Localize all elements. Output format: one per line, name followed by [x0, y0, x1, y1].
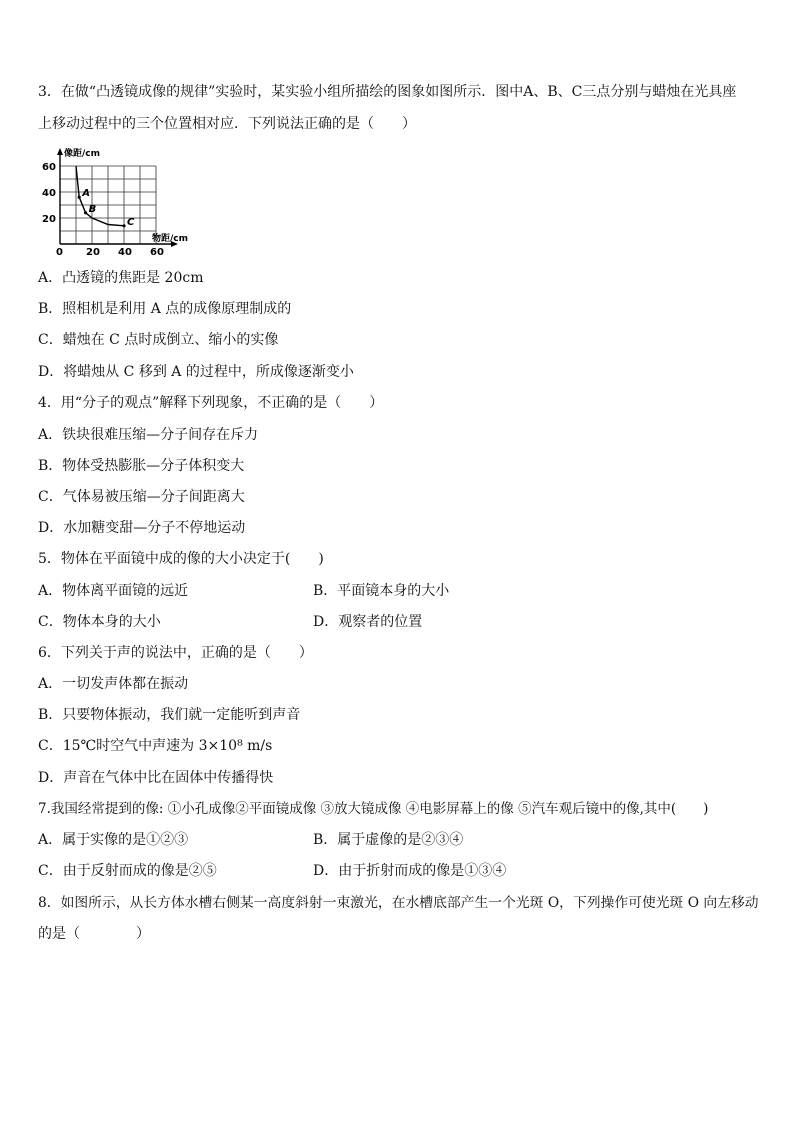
point-label-a: A: [82, 188, 90, 200]
q7-stem: 7.我国经常提到的像: ①小孔成像②平面镜成像 ③放大镜成像 ④电影屏幕上的像 ⑤汽车观后镜中的像,其中( ): [38, 801, 709, 817]
q8-stem-line2: 的是（ ）: [38, 926, 150, 942]
q4-option-b: B．物体受热膨胀—分子体积变大: [38, 458, 245, 474]
chart-labels: [42, 147, 188, 256]
q6-option-b: B．只要物体振动，我们就一定能听到声音: [38, 707, 301, 723]
q7-option-a: A．属于实像的是①②③: [38, 832, 189, 848]
point-b: [84, 211, 87, 214]
q7-option-b: B．属于虚像的是②③④: [313, 832, 464, 848]
y-axis-label: 像距/cm: [64, 149, 101, 159]
q4-option-c: C．气体易被压缩—分子间距离大: [38, 489, 245, 505]
q3-stem-line1: 3．在做“凸透镜成像的规律”实验时，某实验小组所描绘的图象如图所示．图中A、B、C三点分别与蜡烛在光具座: [38, 84, 737, 100]
x-tick-label: 20: [86, 247, 100, 256]
q4-option-d: D．水加糖变甜—分子不停地运动: [38, 520, 246, 536]
q4-stem: 4．用“分子的观点”解释下列现象，不正确的是（ ）: [38, 395, 384, 411]
y-axis-arrow: [57, 148, 63, 155]
q5-option-d: D．观察者的位置: [313, 614, 423, 630]
q6-option-c: C．15℃时空气中声速为 3×10⁸ m/s: [38, 738, 273, 754]
q6-option-d: D．声音在气体中比在固体中传播得快: [38, 770, 274, 786]
q5-option-a: A．物体离平面镜的远近: [38, 583, 189, 599]
chart-grid: [60, 166, 156, 244]
q8-stem-line1: 8．如图所示，从长方体水槽右侧某一高度斜射一束激光，在水槽底部产生一个光斑 O，下列操作可使光斑 O 向左移动: [38, 895, 759, 911]
q7-option-c: C．由于反射而成的像是②⑤: [38, 863, 217, 879]
x-tick-label: 60: [150, 247, 164, 256]
q3-stem-line2: 上移动过程中的三个位置相对应．下列说法正确的是（ ）: [38, 116, 416, 132]
q7-option-d: D．由于折射而成的像是①③④: [313, 863, 507, 879]
q3-option-d: D．将蜡烛从 C 移到 A 的过程中，所成像逐渐变小: [38, 364, 354, 380]
q5-stem: 5．物体在平面镜中成的像的大小决定于( ): [38, 551, 324, 567]
y-tick-label: 20: [42, 214, 56, 225]
q5-option-b: B．平面镜本身的大小: [313, 583, 450, 599]
q3-chart: [34, 144, 194, 256]
q3-option-c: C．蜡烛在 C 点时成倒立、缩小的实像: [38, 332, 279, 348]
q3-option-b: B．照相机是利用 A 点的成像原理制成的: [38, 301, 292, 317]
x-tick-label: 0: [56, 247, 63, 256]
q4-option-a: A．铁块很难压缩—分子间存在斥力: [38, 427, 259, 443]
y-tick-label: 40: [42, 188, 56, 199]
q6-stem: 6．下列关于声的说法中，正确的是（ ）: [38, 645, 313, 661]
point-c: [122, 224, 125, 227]
x-axis-label: 物距/cm: [152, 234, 189, 244]
chart-axes: [57, 148, 178, 247]
x-tick-label: 40: [118, 247, 132, 256]
point-label-b: B: [88, 203, 97, 215]
q5-option-c: C．物体本身的大小: [38, 614, 161, 630]
q3-option-a: A．凸透镜的焦距是 20cm: [38, 270, 204, 286]
q6-option-a: A．一切发声体都在振动: [38, 676, 189, 692]
point-a: [78, 196, 81, 199]
y-tick-label: 60: [42, 162, 56, 173]
point-label-c: C: [127, 216, 135, 228]
